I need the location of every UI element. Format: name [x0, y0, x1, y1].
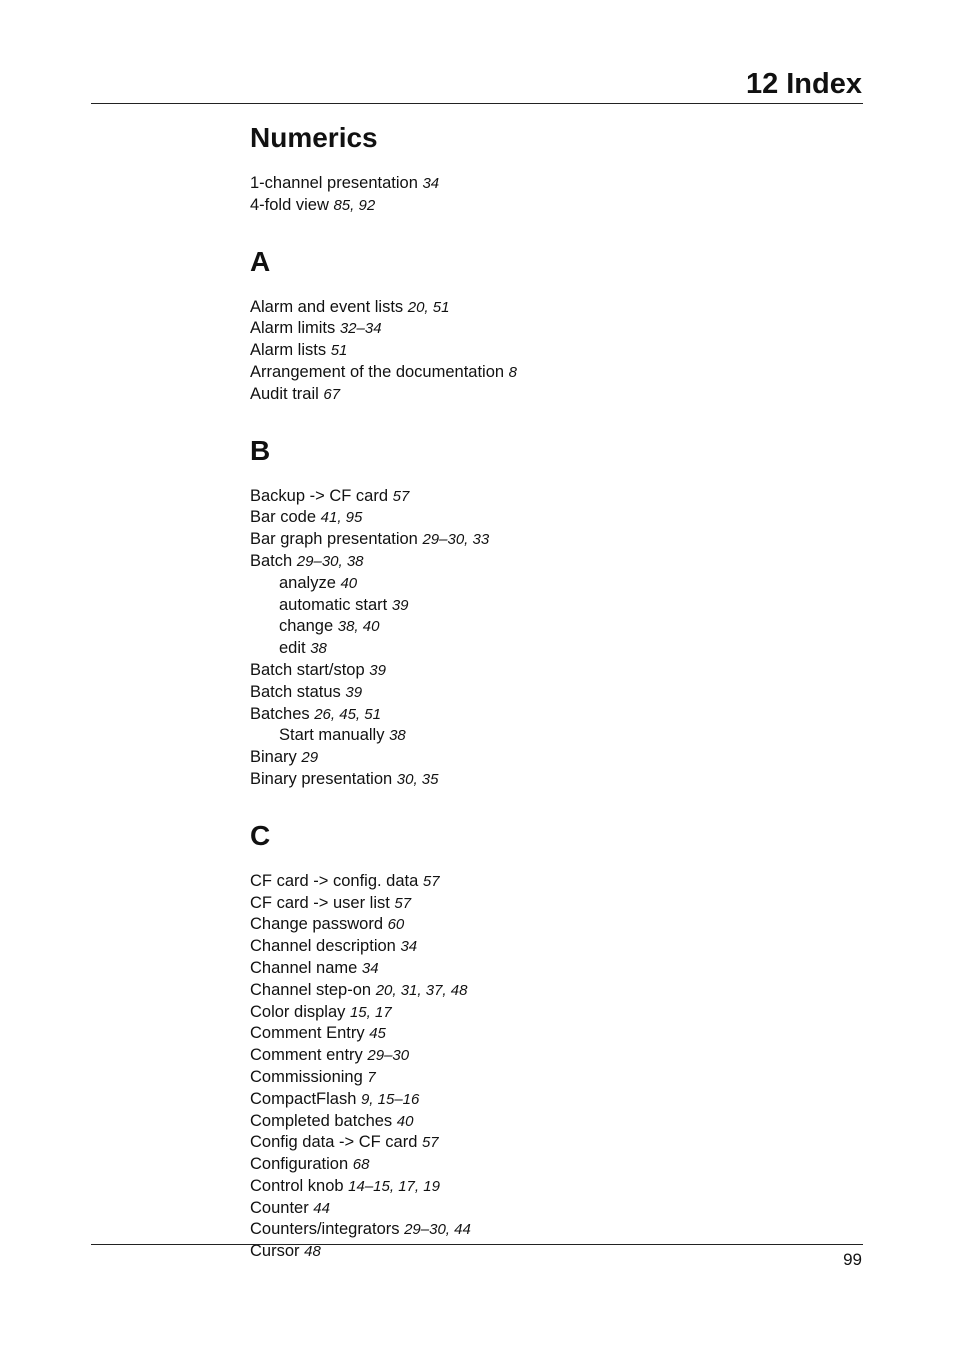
entry-term: Start manually [279, 726, 385, 745]
index-entry [250, 173, 870, 195]
entry-pages: 57 [394, 894, 412, 912]
section-heading: A [250, 245, 271, 277]
index-entry [250, 1219, 870, 1241]
entry-pages: 7 [367, 1068, 376, 1086]
entry-term: Alarm lists [250, 341, 327, 360]
entry-pages: 41, 95 [320, 509, 363, 527]
index-section [250, 431, 870, 791]
entry-term: Control knob [250, 1176, 344, 1195]
entry-pages: 68 [352, 1156, 370, 1174]
entry-pages: 8 [508, 363, 518, 381]
index-entry [250, 958, 870, 980]
index-entry [250, 1176, 870, 1198]
index-entry [250, 1089, 870, 1111]
entry-term: Bar code [250, 508, 317, 527]
entry-term: Batch start/stop [250, 660, 365, 679]
index-entry [250, 551, 870, 573]
index-entry [250, 1023, 870, 1045]
index-entry [250, 704, 870, 726]
entry-term: edit [279, 639, 306, 658]
entry-pages: 32–34 [339, 320, 382, 338]
entry-term: Commissioning [250, 1067, 363, 1086]
entry-term: Bar graph presentation [250, 530, 418, 549]
entry-term: Binary [250, 748, 297, 767]
index-entry [250, 871, 870, 893]
index-entry [250, 340, 870, 362]
index-entry [250, 980, 870, 1002]
entry-term: Binary presentation [250, 769, 393, 788]
entry-pages: 40 [340, 574, 358, 592]
entry-pages: 9, 15–16 [360, 1090, 420, 1108]
entry-term: CompactFlash [250, 1089, 357, 1108]
entry-pages: 38 [310, 640, 327, 658]
entry-term: CF card -> user list [250, 893, 390, 912]
entry-term: Cursor [250, 1242, 300, 1261]
entry-pages: 34 [400, 938, 418, 956]
entry-pages: 34 [422, 175, 440, 192]
entry-term: Batch [250, 551, 293, 570]
entry-term: Counter [250, 1198, 309, 1217]
entry-pages: 39 [391, 596, 409, 614]
index-entry [250, 914, 870, 936]
entry-pages: 20, 31, 37, 48 [375, 981, 468, 999]
index-entry [250, 1154, 870, 1176]
entry-term: automatic start [279, 595, 388, 614]
index-entry [250, 1045, 870, 1067]
entry-pages: 57 [422, 872, 440, 890]
entry-pages: 48 [304, 1243, 321, 1261]
index-entry [250, 1067, 870, 1089]
entry-pages: 38, 40 [337, 618, 380, 636]
entry-term: Change password [250, 915, 383, 934]
entry-term: Counters/integrators [250, 1220, 400, 1239]
index-entry [250, 1132, 870, 1154]
entry-term: analyze [279, 573, 336, 592]
entry-pages: 85, 92 [333, 196, 376, 214]
entry-term: Comment entry [250, 1046, 363, 1065]
entry-pages: 20, 51 [407, 298, 450, 316]
section-heading: B [250, 434, 271, 466]
index-entry [250, 318, 870, 340]
entry-term: Configuration [250, 1155, 349, 1174]
entry-pages: 57 [421, 1134, 439, 1152]
entry-term: Backup -> CF card [250, 486, 389, 505]
entry-term: Color display [250, 1002, 346, 1021]
index-subentry [250, 595, 870, 617]
entry-term: Channel step-on [250, 980, 372, 999]
index-entry [250, 747, 870, 769]
entry-term: Audit trail [250, 384, 319, 403]
entry-term: Channel description [250, 937, 396, 956]
index-entry [250, 195, 870, 217]
entry-term: 4-fold view [250, 195, 329, 214]
section-heading: Numerics [250, 122, 378, 153]
index-section [250, 118, 870, 217]
index-entry [250, 362, 870, 384]
entry-pages: 39 [345, 683, 363, 701]
entry-term: Completed batches [250, 1111, 393, 1130]
index-entry [250, 486, 870, 508]
index-entry [250, 682, 870, 704]
entry-pages: 29–30, 33 [422, 531, 490, 549]
entry-pages: 45 [369, 1025, 386, 1043]
entry-pages: 57 [392, 487, 410, 505]
index-entry [250, 529, 870, 551]
entry-term: Alarm limits [250, 319, 336, 338]
index-subentry [250, 573, 870, 595]
index-entry [250, 1198, 870, 1220]
entry-pages: 26, 45, 51 [314, 705, 381, 723]
index-entry [250, 297, 870, 319]
index-body [250, 118, 870, 1288]
entry-pages: 29–30, 38 [296, 552, 364, 570]
index-entry [250, 384, 870, 406]
index-section [250, 242, 870, 406]
index-entry [250, 769, 870, 791]
entry-term: Batch status [250, 682, 341, 701]
entry-pages: 14–15, 17, 19 [348, 1177, 440, 1195]
entry-term: Arrangement of the documentation [250, 362, 505, 381]
chapter-title: 12 Index [745, 68, 862, 100]
index-entry [250, 1111, 870, 1133]
footer-divider [91, 1244, 863, 1245]
page-number: 99 [843, 1250, 862, 1269]
index-subentry [250, 725, 870, 747]
entry-pages: 38 [389, 727, 406, 745]
entry-pages: 29–30 [367, 1047, 410, 1065]
entry-pages: 29 [301, 749, 319, 767]
section-heading: C [250, 819, 271, 851]
entry-pages: 44 [313, 1199, 330, 1217]
entry-pages: 40 [396, 1112, 414, 1130]
entry-term: 1-channel presentation [250, 174, 418, 192]
entry-pages: 60 [387, 916, 405, 934]
entry-pages: 30, 35 [396, 770, 439, 788]
entry-pages: 67 [323, 385, 341, 403]
entry-pages: 29–30, 44 [404, 1221, 471, 1239]
entry-pages: 34 [361, 959, 379, 977]
index-entry [250, 507, 870, 529]
entry-term: Alarm and event lists [250, 297, 404, 316]
index-entry [250, 893, 870, 915]
entry-term: Batches [250, 704, 310, 723]
index-entry [250, 936, 870, 958]
entry-term: change [279, 617, 334, 636]
index-entry [250, 1002, 870, 1024]
index-entry [250, 660, 870, 682]
index-subentry [250, 638, 870, 660]
header-divider [91, 103, 863, 104]
entry-pages: 51 [330, 342, 348, 360]
index-subentry [250, 616, 870, 638]
entry-term: Config data -> CF card [250, 1133, 418, 1152]
entry-term: CF card -> config. data [250, 871, 419, 890]
entry-pages: 39 [369, 661, 386, 679]
entry-term: Channel name [250, 958, 358, 977]
index-section [250, 816, 870, 1263]
entry-pages: 15, 17 [349, 1003, 392, 1021]
entry-term: Comment Entry [250, 1024, 365, 1043]
